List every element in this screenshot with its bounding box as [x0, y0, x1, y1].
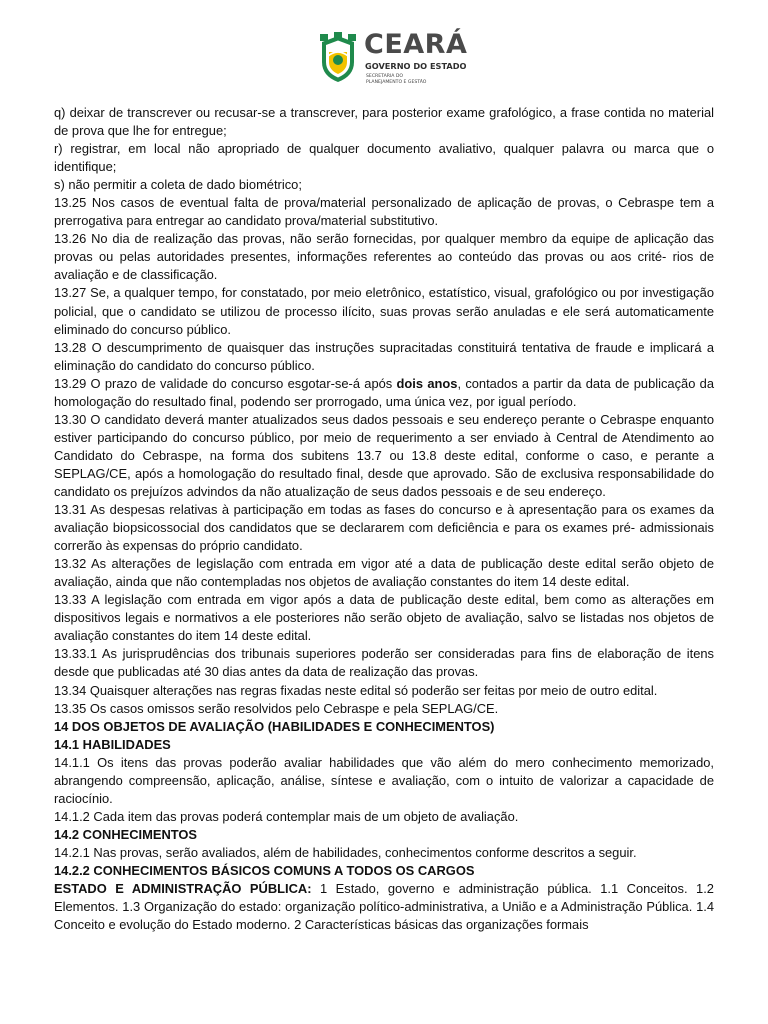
- paragraph-item-s: s) não permitir a coleta de dado biométrico;: [54, 177, 302, 193]
- paragraph-14-1-1: 14.1.1 Os itens das provas poderão avaliar habilidades que vão além do mero conhecimento memorizado, abrangendo compreensão, aplicação, análise, síntese e avaliação, com o intuito de valorizar a capacidade de raciocínio.: [54, 754, 714, 806]
- ceara-government-logo: [316, 24, 468, 94]
- paragraph-13-33: 13.33 A legislação com entrada em vigor após a data de publicação deste edital, bem como as alterações em dispositivos legais e normativos a ele posteriores não serão objeto de avaliação, salvo se listadas nos objetos de avaliação constantes do item 14 deste edital.: [54, 592, 714, 644]
- document-body: [54, 104, 714, 934]
- section-heading-14-2: [54, 826, 714, 844]
- section-heading-14-text: 14 DOS OBJETOS DE AVALIAÇÃO (HABILIDADES E CONHECIMENTOS): [54, 718, 495, 734]
- paragraph-13-27: 13.27 Se, a qualquer tempo, for constatado, por meio eletrônico, estatístico, visual, grafológico ou por investigação policial, que o candidato se utilizou de processo ilícito, suas provas serão anuladas e ele será automaticamente eliminado do concurso público.: [54, 285, 714, 337]
- paragraph-item-q: q) deixar de transcrever ou recusar-se a transcrever, para posterior exame grafológico, a frase contida no material de prova que lhe for entregue;: [54, 105, 714, 139]
- section-heading-14-2-2: [54, 862, 714, 880]
- paragraph-13-28: 13.28 O descumprimento de quaisquer das instruções supracitadas constituirá tentativa de fraude e implicará a eliminação do candidato do concurso público.: [54, 339, 714, 373]
- section-heading-14-1: [54, 736, 714, 754]
- section-heading-14-1-text: 14.1 HABILIDADES: [54, 736, 171, 752]
- paragraph-estado-title: ESTADO E ADMINISTRAÇÃO PÚBLICA:: [54, 881, 312, 897]
- paragraph-13-30: 13.30 O candidato deverá manter atualizados seus dados pessoais e seu endereço perante o Cebraspe enquanto estiver participando do concurso público, por meio de requerimento a ser enviado à Central de Atendimento ao Candidato do Cebraspe, na forma dos subitens 13.7 ou 13.8 deste edital, conforme o caso, e perante a SEPLAG/CE, após a homologação do resultado final, desde que aprovado. São de exclusiva responsabilidade do candidato os prejuízos advindos da não atualização de seus dados pessoais e de seu endereço.: [54, 411, 714, 499]
- paragraph-13-29-start: 13.29 O prazo de validade do concurso esgotar-se-á após: [54, 375, 397, 391]
- logo-secretaria: [366, 74, 426, 85]
- section-heading-14-2-2-text: 14.2.2 CONHECIMENTOS BÁSICOS COMUNS A TODOS OS CARGOS: [54, 862, 475, 878]
- paragraph-13-26: 13.26 No dia de realização das provas, não serão fornecidas, por qualquer membro da equipe de aplicação das provas ou pelas autoridades presentes, informações referentes ao conteúdo das provas ou aos crité- rios de avaliação e de classificação.: [54, 231, 714, 283]
- section-heading-14: [54, 718, 714, 736]
- paragraph-13-33-1: 13.33.1 As jurisprudências dos tribunais superiores poderão ser consideradas para fins de elaboração de itens desde que publicadas até 30 dias antes da data de realização das provas.: [54, 646, 714, 680]
- paragraph-estado-text: 1 Estado, governo e administração pública. 1.1 Conceitos. 1.2 Elementos. 1.3 Organização do estado: organização político-administrativa, a União e a Administração Pública. 1.4 Conceito e evolução do Estado moderno. 2 Características básicas das organizações formais: [54, 881, 714, 933]
- logo-state-name: CEARÁ: [364, 29, 468, 60]
- paragraph-13-29-end: , contados a partir da data de publicação da homologação do resultado final, podendo ser prorrogado, uma única vez, por igual período.: [54, 375, 714, 409]
- paragraph-13-31: 13.31 As despesas relativas à participação em todas as fases do concurso e à apresentação para os exames da avaliação biopsicossocial dos candidatos que se declararem com deficiência e para os exames pré- admissionais correrão às expensas do próprio candidato.: [54, 502, 714, 554]
- logo-subtitle: GOVERNO DO ESTADO: [365, 61, 467, 71]
- paragraph-item-r: r) registrar, em local não apropriado de qualquer documento avaliativo, qualquer palavra ou marca que o identifique;: [54, 141, 714, 175]
- paragraph-14-1-2: 14.1.2 Cada item das provas poderá contemplar mais de um objeto de avaliação.: [54, 808, 519, 824]
- paragraph-estado-administracao: [54, 880, 714, 934]
- ceara-shield-icon: [316, 32, 360, 84]
- paragraph-13-35: 13.35 Os casos omissos serão resolvidos pelo Cebraspe e pela SEPLAG/CE.: [54, 700, 499, 716]
- section-heading-14-2-text: 14.2 CONHECIMENTOS: [54, 826, 198, 842]
- paragraph-14-2-1: 14.2.1 Nas provas, serão avaliados, além de habilidades, conhecimentos conforme descritos a seguir.: [54, 844, 637, 860]
- paragraph-13-32: 13.32 As alterações de legislação com entrada em vigor até a data de publicação deste edital serão objeto de avaliação, ainda que não contempladas nos objetos de avaliação constantes do item 14 deste edital.: [54, 556, 714, 590]
- logo-secretaria-line1: SECRETARIA DO: [366, 74, 404, 79]
- logo-secretaria-line2: PLANEJAMENTO E GESTÃO: [366, 79, 427, 85]
- paragraph-13-34: 13.34 Quaisquer alterações nas regras fixadas neste edital só poderão ser feitas por meio de outro edital.: [54, 682, 658, 698]
- paragraph-13-29-emphasis: dois anos: [396, 375, 458, 391]
- paragraph-13-25: 13.25 Nos casos de eventual falta de prova/material personalizado de aplicação de provas, o Cebraspe tem a prerrogativa para entregar ao candidato prova/material substitutivo.: [54, 195, 714, 229]
- paragraph-13-29: [54, 375, 714, 411]
